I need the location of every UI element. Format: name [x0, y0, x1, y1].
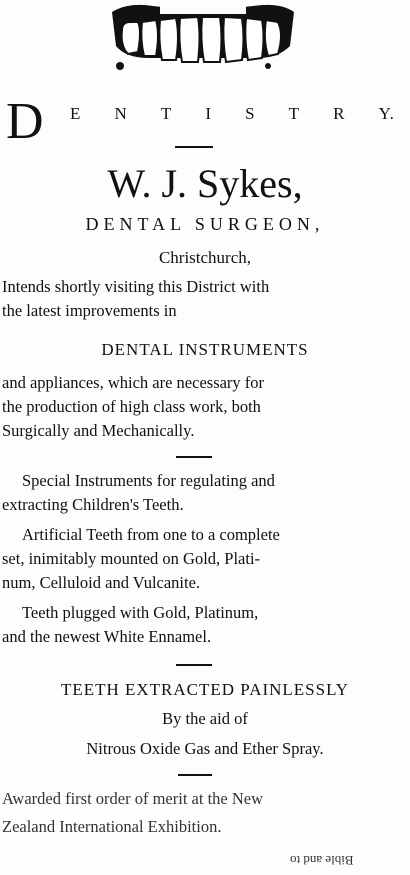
dentistry-letter: T — [160, 104, 173, 123]
aid-line: By the aid of — [162, 709, 248, 728]
artificial-line: Artificial Teeth from one to a complete — [22, 525, 280, 544]
aid-method-line: Nitrous Oxide Gas and Ether Spray. — [86, 739, 324, 758]
appliances-line: Surgically and Mechanically. — [2, 421, 195, 440]
dentistry-initial: D — [6, 93, 44, 150]
practitioner-place: Christchurch, — [158, 248, 252, 267]
special-line: extracting Children's Teeth. — [2, 495, 184, 514]
award-line: Awarded first order of merit at the New — [2, 789, 264, 808]
instruments-heading: DENTAL INSTRUMENTS — [101, 340, 309, 359]
teeth-logo-icon — [108, 0, 298, 82]
divider — [176, 456, 212, 458]
margin-note: Bible and to — [290, 853, 354, 868]
plugged-line: and the newest White Ennamel. — [2, 627, 212, 646]
dentistry-letter: Y. — [378, 104, 395, 123]
intro-line: the latest improvements in — [2, 301, 177, 320]
extracted-heading: TEETH EXTRACTED PAINLESSLY — [60, 680, 350, 699]
artificial-line: set, inimitably mounted on Gold, Plati- — [2, 549, 261, 568]
artificial-line: num, Celluloid and Vulcanite. — [2, 573, 201, 592]
divider — [175, 146, 213, 148]
dentistry-letter: E — [70, 104, 82, 123]
dentistry-letter: S — [245, 104, 256, 123]
intro-line: Intends shortly visiting this District with — [2, 277, 270, 296]
dentistry-heading — [70, 104, 395, 124]
dentistry-letter: I — [205, 104, 213, 123]
practitioner-title: DENTAL SURGEON, — [85, 214, 325, 234]
divider — [176, 664, 212, 666]
divider — [178, 774, 212, 776]
practitioner-name: W. J. Sykes, — [107, 161, 303, 206]
special-line: Special Instruments for regulating and — [22, 471, 275, 490]
dentistry-letter: R — [333, 104, 346, 123]
appliances-line: the production of high class work, both — [2, 397, 261, 416]
dentistry-letter: T — [288, 104, 301, 123]
appliances-line: and appliances, which are necessary for — [2, 373, 265, 392]
plugged-line: Teeth plugged with Gold, Platinum, — [22, 603, 259, 622]
dentistry-letter: N — [114, 104, 128, 123]
award-line: Zealand International Exhibition. — [2, 817, 222, 836]
